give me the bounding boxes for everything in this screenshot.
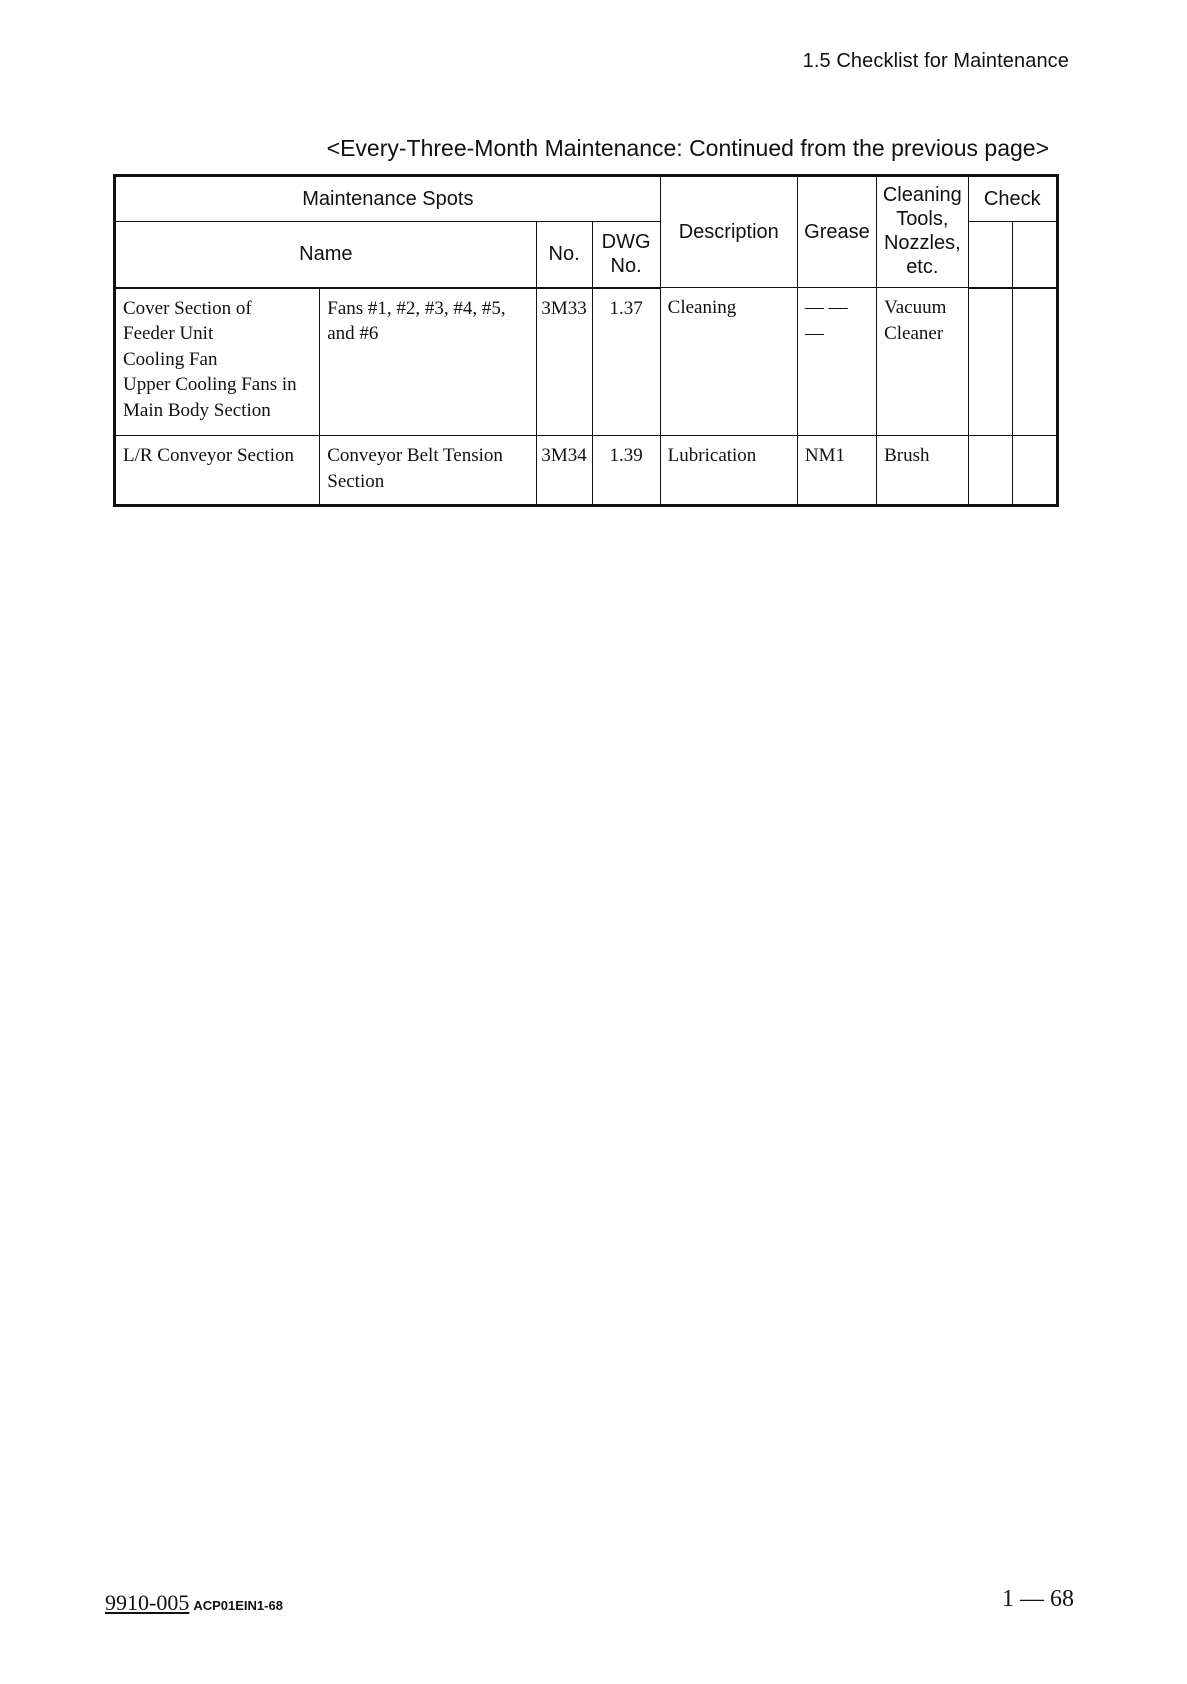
document-id [105,1590,283,1616]
cell-cleaning-tools: Brush [877,436,968,506]
cell-name-sub: Fans #1, #2, #3, #4, #5, and #6 [320,288,536,436]
cell-check-box-2 [1013,436,1058,506]
cell-name-main: Cover Section of Feeder Unit Cooling Fan Upper Cooling Fans in Main Body Section [115,288,320,436]
maintenance-checklist-table [113,174,1059,507]
document-number: 9910-005 [105,1590,190,1615]
header-no: No. [536,222,592,288]
header-check: Check [968,176,1057,222]
cell-grease: NM1 [797,436,876,506]
cell-name-sub: Conveyor Belt Tension Section [320,436,536,506]
cell-dwg-no: 1.39 [592,436,660,506]
cell-check-box-1 [968,288,1013,436]
cell-dwg-no: 1.37 [592,288,660,436]
page-section-title: 1.5 Checklist for Maintenance [802,50,1069,72]
table-row [115,288,1058,436]
table-caption: <Every-Three-Month Maintenance: Continued from the previous page> [326,135,1049,161]
header-check-box-1 [968,222,1013,288]
cell-check-box-1 [968,436,1013,506]
header-dwg-no: DWG No. [592,222,660,288]
header-check-box-2 [1013,222,1058,288]
header-name: Name [115,222,537,288]
cell-grease: — — — [797,288,876,436]
document-code: ACP01EIN1-68 [193,1598,283,1613]
cell-check-box-2 [1013,288,1058,436]
table-header-row-top [115,176,1058,222]
cell-description: Lubrication [660,436,797,506]
header-maintenance-spots: Maintenance Spots [115,176,661,222]
page-number: 1 — 68 [1002,1586,1074,1612]
cell-name-main: L/R Conveyor Section [115,436,320,506]
cell-cleaning-tools: Vacuum Cleaner [877,288,968,436]
cell-no: 3M33 [536,288,592,436]
header-description: Description [660,176,797,288]
cell-no: 3M34 [536,436,592,506]
header-grease: Grease [797,176,876,288]
cell-description: Cleaning [660,288,797,436]
table-row [115,436,1058,506]
header-cleaning-tools: Cleaning Tools, Nozzles, etc. [877,176,968,288]
